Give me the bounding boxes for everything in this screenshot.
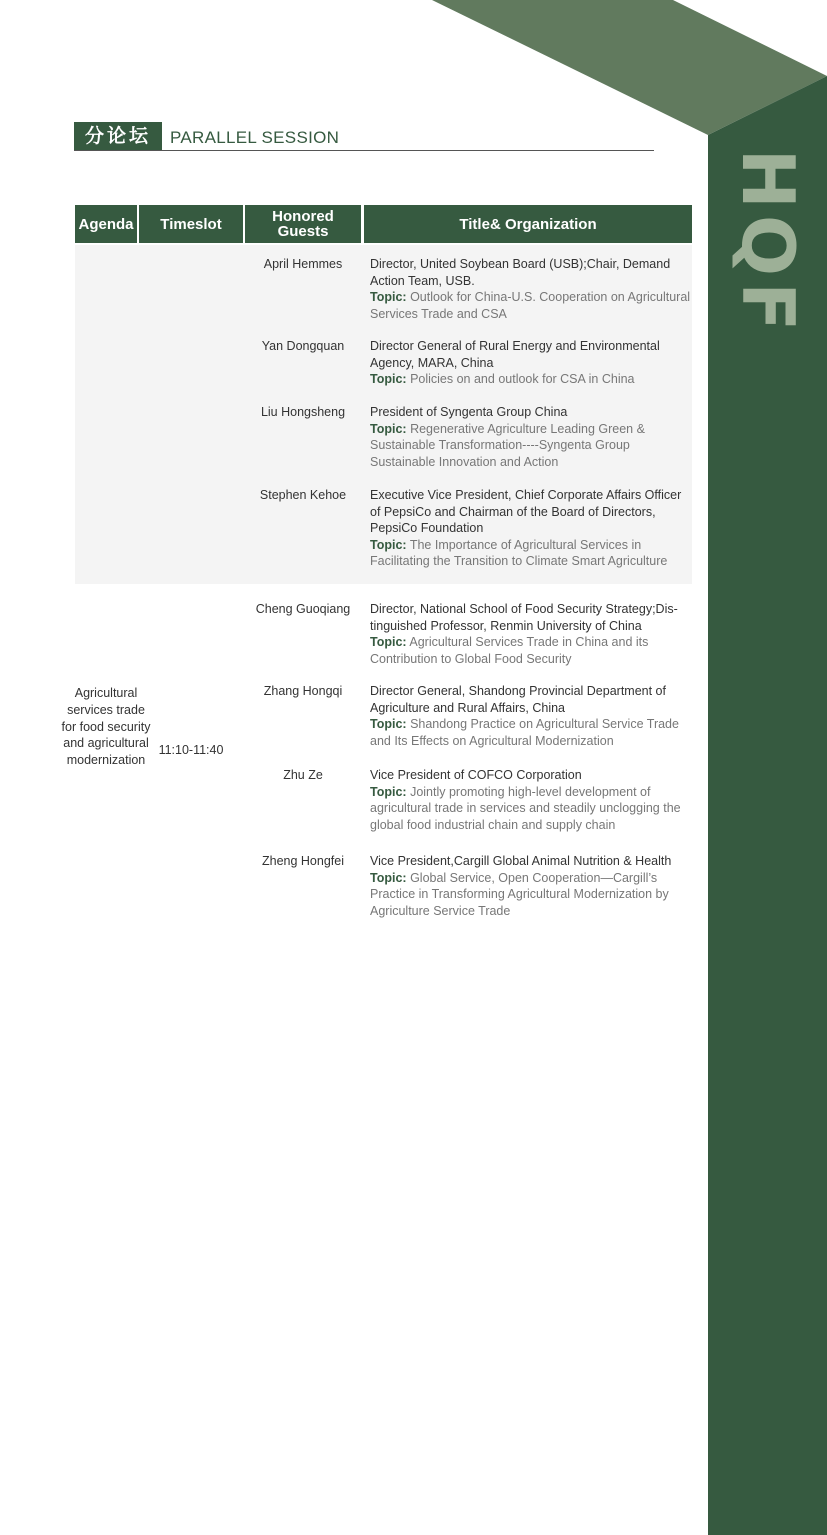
guest-title: Director, National School of Food Security Strategy;Dis-tinguished Professor, Renmin University of China — [370, 602, 678, 633]
topic-text: Shandong Practice on Agricultural Service Trade and Its Effects on Agricultural Modernization — [370, 717, 679, 748]
column-header-guests: Honored Guests — [245, 205, 361, 243]
guest-topic — [370, 421, 692, 471]
guest-topic — [370, 371, 692, 388]
guest-description — [370, 487, 692, 570]
guest-title: President of Syngenta Group China — [370, 405, 568, 419]
guest-name: Liu Hongsheng — [260, 405, 346, 419]
topic-text: Outlook for China-U.S. Cooperation on Agricultural Services Trade and CSA — [370, 290, 691, 321]
guest-topic — [370, 634, 692, 667]
guest-title: Executive Vice President, Chief Corporate Affairs Officer of PepsiCo and Chairman of the Board of Directors, PepsiCo Foundation — [370, 488, 682, 536]
guest-title: Vice President,Cargill Global Animal Nutrition & Health — [370, 854, 672, 868]
topic-label: Topic: — [370, 635, 407, 650]
column-header-title: Title& Organization — [364, 205, 692, 243]
timeslot-cell: 11:10-11:40 — [158, 743, 224, 757]
guest-topic — [370, 784, 692, 834]
topic-label: Topic: — [370, 421, 407, 436]
session-label-en: PARALLEL SESSION — [170, 128, 340, 147]
guest-description — [370, 767, 692, 833]
header-divider — [74, 150, 654, 151]
guest-name: April Hemmes — [263, 257, 343, 271]
session-label-cn: 分论坛 — [74, 122, 162, 150]
guest-description — [370, 853, 692, 919]
guest-name: Zheng Hongfei — [261, 854, 344, 868]
guest-title: Director General of Rural Energy and Environmental Agency, MARA, China — [370, 339, 660, 370]
guest-topic — [370, 870, 692, 920]
guest-title: Vice President of COFCO Corporation — [370, 768, 582, 782]
topic-text: Agricultural Services Trade in China and its Contribution to Global Food Security — [370, 635, 649, 666]
guest-topic — [370, 716, 692, 749]
guest-description — [370, 338, 692, 388]
guest-description — [370, 256, 692, 322]
topic-label: Topic: — [370, 290, 407, 305]
topic-label: Topic: — [370, 372, 407, 387]
guest-description — [370, 683, 692, 749]
topic-text: Jointly promoting high-level development of agricultural trade in services and steadily unclogging the global food industrial chain and supply chain — [370, 784, 681, 832]
column-header-agenda: Agenda — [75, 205, 137, 243]
topic-label: Topic: — [370, 784, 407, 799]
guest-topic — [370, 289, 692, 322]
guest-topic — [370, 537, 692, 570]
column-header-timeslot: Timeslot — [139, 205, 243, 243]
topic-label: Topic: — [370, 870, 407, 885]
topic-text: Global Service, Open Cooperation—Cargill’s Practice in Transforming Agricultural Modernization by Agriculture Service Trade — [370, 870, 669, 918]
guest-description — [370, 601, 692, 667]
sidebar-logo-text: HQF — [726, 148, 810, 338]
topic-text: The Importance of Agricultural Services in Facilitating the Transition to Climate Smart Agriculture — [370, 537, 668, 569]
topic-text: Regenerative Agriculture Leading Green & Sustainable Transformation----Syngenta Group Sustainable Innovation and Action — [370, 421, 645, 469]
guest-title: Director General, Shandong Provincial Department of Agriculture and Rural Affairs, China — [370, 684, 666, 715]
topic-text: Policies on and outlook for CSA in China — [410, 372, 635, 387]
agenda-cell: Agricultural services trade for food security and agricultural modernization — [61, 686, 151, 768]
topic-label: Topic: — [370, 537, 407, 552]
guest-title: Director, United Soybean Board (USB);Chair, Demand Action Team, USB. — [370, 257, 671, 288]
guest-name: Stephen Kehoe — [259, 488, 347, 502]
guest-name: Zhang Hongqi — [263, 684, 343, 698]
guest-name: Yan Dongquan — [261, 339, 345, 353]
guest-name: Cheng Guoqiang — [255, 602, 351, 616]
guest-description — [370, 404, 692, 470]
guest-name: Zhu Ze — [283, 768, 323, 782]
topic-label: Topic: — [370, 717, 407, 732]
